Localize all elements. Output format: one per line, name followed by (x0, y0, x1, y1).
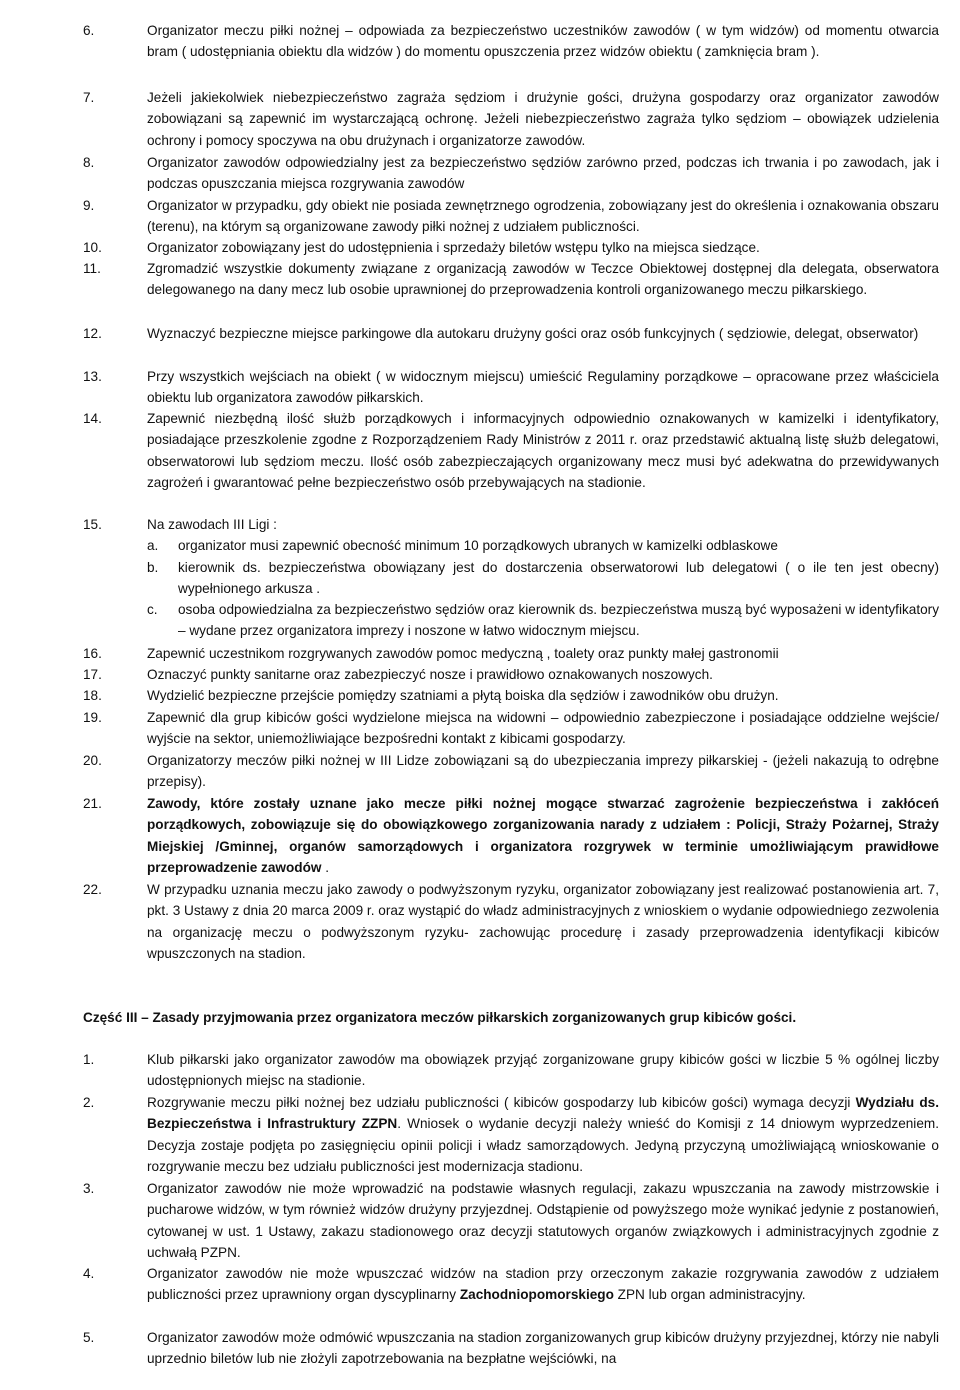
list-item-21 (83, 793, 939, 878)
item-text: Zapewnić niezbędną ilość służb porządkowych i informacyjnych odpowiednio oznakowanych w kamizelki i identyfikatory, posiadające przeszkolenie zgodne z Rozporządzeniem Rady Ministrów z 2011 r. oraz przedstawić aktualną listę służb delegatowi, obserwatorowi lub sędziom meczu. Ilość osób zabezpieczających organizowany mecz musi być adekwatna do przewidywanych zagrożeń i gwarantować pełne bezpieczeństwo osób przebywających na stadionie. (147, 411, 939, 490)
section3-item-4 (83, 1263, 939, 1306)
item-text: Zgromadzić wszystkie dokumenty związane z organizacją zawodów w Teczce Obiektowej dostępnej dla delegata, obserwatora delegowanego na dany mecz lub osobie uprawnionej do przeprowadzenia kontroli organizowanego meczu piłkarskiego. (147, 261, 939, 298)
item-number: 13. (83, 369, 102, 384)
list-item-6 (83, 20, 939, 63)
sub-item-b (147, 557, 939, 600)
item-number: 21. (83, 796, 102, 811)
item-text: W przypadku uznania meczu jako zawody o podwyższonym ryzyku, organizator zobowiązany jest realizować postanowienia art. 7, pkt. 3 Ustawy z dnia 20 marca 2009 r. oraz wystąpić do władz administracyjnych z wnioskiem o wydanie odpowiedniego zezwolenia na organizację meczu o podwyższonym ryzyku- zachowując procedurę i zasady przeprowadzenia identyfikacji kibiców wpuszczonych na stadion. (147, 882, 939, 961)
list-item-17 (83, 664, 939, 685)
item-number: 2. (83, 1095, 95, 1110)
item-number: 8. (83, 155, 95, 170)
item-text: Organizator zawodów odpowiedzialny jest za bezpieczeństwo sędziów zarówno przed, podczas ich trwania i po zawodach, jak i podczas opuszczania miejsca rozgrywania zawodów (147, 155, 939, 192)
section3-item-5 (83, 1327, 939, 1370)
item-text (147, 1263, 939, 1306)
item-number: 16. (83, 646, 102, 661)
sub-item-a (147, 535, 939, 556)
sub-item-text: organizator musi zapewnić obecność minimum 10 porządkowych ubranych w kamizelki odblaskowe (178, 538, 778, 554)
item-text: Oznaczyć punkty sanitarne oraz zabezpieczyć nosze i prawidłowo oznakowanych noszowych. (147, 667, 713, 682)
item-text: Organizator w przypadku, gdy obiekt nie posiada zewnętrznego ogrodzenia, zobowiązany jest do określenia i oznakowania obszaru (terenu), na którym są organizowane zawody piłki nożnej z udziałem publiczności. (147, 198, 939, 235)
list-item-12 (83, 323, 939, 344)
item-number: 20. (83, 753, 102, 768)
list-item-10 (83, 237, 939, 258)
list-item-15 (83, 514, 939, 642)
item-text: Organizator zawodów nie może wprowadzić na podstawie własnych regulacji, zakazu wpuszczania na zawody mistrzowskie i pucharowe widzów, w tym również widzów drużyny przyjezdnej. Odstąpienie od powyższego może wynikać jedynie z postanowień, cytowanej w ust. 1 Ustawy, zakazu stadionowego oraz decyzji statutowych organów związkowych i administracyjnych zgodnie z uchwałą PZPN. (147, 1181, 939, 1260)
item-text: Klub piłkarski jako organizator zawodów ma obowiązek przyjąć zorganizowane grupy kibiców gości w liczbie 5 % ogólnej liczby udostępnionych miejsc na stadionie. (147, 1052, 939, 1089)
item-text: Organizatorzy meczów piłki nożnej w III Lidze zobowiązani są do ubezpieczania imprezy piłkarskiej - (jeżeli nakazują to odrębne przepisy). (147, 753, 939, 790)
item-text: Wyznaczyć bezpieczne miejsce parkingowe dla autokaru drużyny gości oraz osób funkcyjnych ( sędziowie, delegat, obserwator) (147, 326, 919, 341)
section3-item-1 (83, 1049, 939, 1092)
item-text: Zapewnić uczestnikom rozgrywanych zawodów pomoc medyczną , toalety oraz punkty małej gastronomii (147, 646, 779, 661)
item-number: 3. (83, 1181, 95, 1196)
list-item-13 (83, 366, 939, 409)
item-number: 5. (83, 1330, 95, 1345)
item-text: Na zawodach III Ligi : (147, 517, 277, 532)
list-item-18 (83, 685, 939, 706)
list-item-16 (83, 643, 939, 664)
item-text: Organizator meczu piłki nożnej – odpowiada za bezpieczeństwo uczestników zawodów ( w tym widzów) od momentu otwarcia bram ( udostępniania obiektu dla widzów ) do momentu opuszczenia przez widzów obiektu ( zamknięcia bram ). (147, 23, 939, 60)
item-number: 15. (83, 517, 102, 532)
list-item-7 (83, 87, 939, 151)
sub-item-letter: c. (147, 602, 158, 618)
item-text: Jeżeli jakiekolwiek niebezpieczeństwo zagraża sędziom i drużynie gości, drużyna gospodarzy oraz organizator zawodów zobowiązani są zapewnić im wystarczającą ochronę. Jeżeli niebezpieczeństwo zagraża tylko sędziom – obowiązek udzielenia ochrony i pomocy spoczywa na obu drużynach i organizatorze zawodów. (147, 90, 939, 148)
list-item-14 (83, 408, 939, 493)
list-item-9 (83, 195, 939, 238)
item-text: Organizator zawodów może odmówić wpuszczania na stadion zorganizowanych grup kibiców drużyny przyjezdnej, którzy nie nabyli uprzednio biletów lub nie złożyli zapotrzebowania na bezpłatne wejściówki, na (147, 1330, 939, 1367)
item-number: 19. (83, 710, 102, 725)
item-text: Organizator zobowiązany jest do udostępnienia i sprzedaży biletów wstępu tylko na miejsca siedzące. (147, 240, 760, 255)
section3-item-3 (83, 1178, 939, 1263)
text-part: Organizator zawodów nie może wpuszczać widzów na stadion przy orzeczonym zakazie rozgrywania zawodów z udziałem publiczności przez uprawniony organ dyscyplinarny (147, 1266, 939, 1303)
item-text: Zapewnić dla grup kibiców gości wydzielone miejsca na widowni – odpowiednio zabezpieczone i posiadające oddzielne wejście/ wyjście na sektor, uniemożliwiające bezpośredni kontakt z kibicami gospodarzy. (147, 710, 939, 747)
item-number: 9. (83, 198, 95, 213)
item-number: 1. (83, 1052, 95, 1067)
trailing-text: . (321, 859, 330, 875)
text-part: . Wniosek o wydanie decyzji należy wnieść do Komisji z 14 dniowym wyprzedzeniem. Decyzja zostaje podjęta po zasięgnięciu opinii policji i władz samorządowych. Jedyną przyczyną umożliwiającą wnioskowanie o rozgrywanie meczu bez udziału publiczności jest modernizacja stadionu. (147, 1116, 939, 1174)
item-number: 22. (83, 882, 102, 897)
section3-item-2 (83, 1092, 939, 1177)
list-item-22 (83, 879, 939, 964)
sub-item-text: kierownik ds. bezpieczeństwa obowiązany jest do dostarczenia obserwatorowi lub delegatowi ( o ile ten jest obecny) wypełnionego arkusza . (178, 559, 939, 596)
list-item-19 (83, 707, 939, 750)
item-number: 10. (83, 240, 102, 255)
section-heading: Część III – Zasady przyjmowania przez organizatora meczów piłkarskich zorganizowanych grup kibiców gości. (83, 1010, 797, 1025)
item-number: 4. (83, 1266, 95, 1281)
text-part: Rozgrywanie meczu piłki nożnej bez udziału publiczności ( kibiców gospodarzy lub kibiców gości) wymaga decyzji (147, 1095, 856, 1110)
item-number: 17. (83, 667, 102, 682)
item-text: Przy wszystkich wejściach na obiekt ( w widocznym miejscu) umieścić Regulaminy porządkowe – opracowane przez właściciela obiektu lub organizatora zawodów piłkarskich. (147, 369, 939, 406)
item-text (147, 1092, 939, 1177)
list-item-8 (83, 152, 939, 195)
item-text (147, 793, 939, 878)
sub-item-c (147, 599, 939, 642)
item-text: Wydzielić bezpieczne przejście pomiędzy szatniami a płytą boiska dla sędziów i zawodników obu drużyn. (147, 688, 779, 703)
item-number: 11. (83, 261, 101, 276)
item-number: 18. (83, 688, 102, 703)
sub-item-letter: b. (147, 559, 159, 575)
item-number: 12. (83, 326, 102, 341)
item-number: 14. (83, 411, 102, 426)
bold-text: Zachodniopomorskiego (459, 1287, 614, 1303)
sub-item-letter: a. (147, 538, 159, 554)
list-item-11 (83, 258, 939, 301)
sub-item-text: osoba odpowiedzialna za bezpieczeństwo sędziów oraz kierownik ds. bezpieczeństwa muszą być wyposażeni w identyfikatory – wydane przez organizatora imprezy i noszone w łatwo widocznym miejscu. (178, 602, 939, 639)
bold-text: Wydziału ds. Bezpieczeństwa i Infrastruktury ZZPN (147, 1095, 939, 1132)
bold-text: Zawody, które zostały uznane jako mecze piłki nożnej mogące stwarzać zagrożenie bezpieczeństwa i zakłóceń porządkowych, zobowiązuje się do obowiązkowego zorganizowania narady z udziałem : Policji, Straży Pożarnej, Straży Miejskiej /Gminnej, organów samorządowych i organizatora rozgrywek w terminie umożliwiającym prawidłowe przeprowadzenie zawodów (147, 796, 939, 875)
item-number: 7. (83, 90, 95, 105)
list-item-20 (83, 750, 939, 793)
text-part: ZPN lub organ administracyjny. (613, 1287, 806, 1303)
item-number: 6. (83, 23, 95, 38)
